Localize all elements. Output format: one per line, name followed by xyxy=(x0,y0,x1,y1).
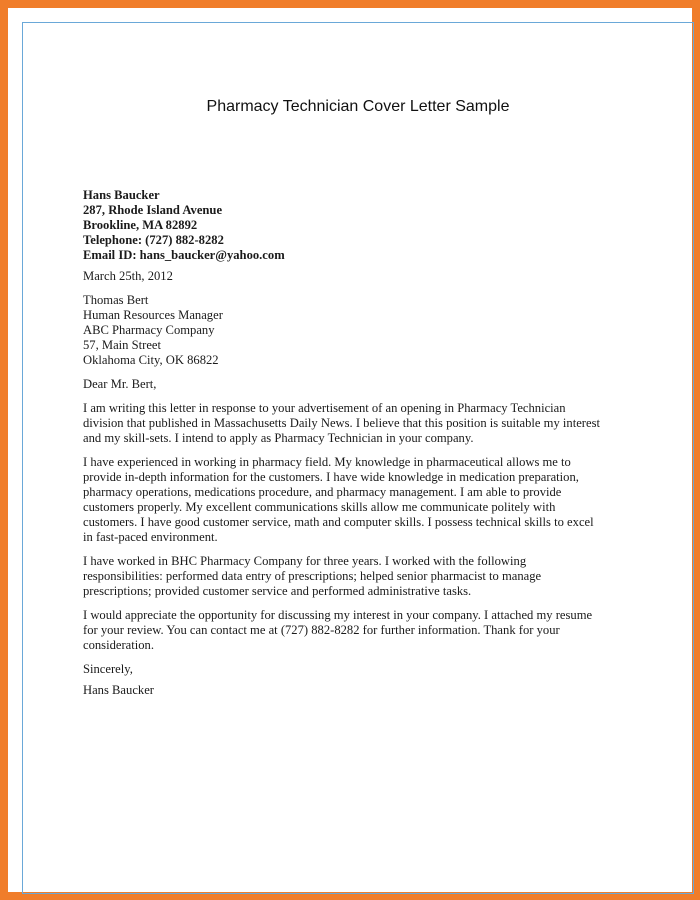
sender-email: Email ID: hans_baucker@yahoo.com xyxy=(83,248,285,262)
recipient-title: Human Resources Manager xyxy=(83,308,223,322)
paragraph-line: responsibilities: performed data entry of prescriptions; helped senior pharmacist to manage xyxy=(83,569,542,583)
paragraph-line: I have experienced in working in pharmacy field. My knowledge in pharmaceutical allows me to xyxy=(83,455,571,469)
recipient-name: Thomas Bert xyxy=(83,293,149,307)
paragraph-line: for your review. You can contact me at (727) 882-8282 for further information. Thank for your xyxy=(83,623,560,637)
recipient-company: ABC Pharmacy Company xyxy=(83,323,215,337)
paragraph-line: I have worked in BHC Pharmacy Company for three years. I worked with the following xyxy=(83,554,527,568)
paragraph-3 xyxy=(83,554,643,599)
sender-name: Hans Baucker xyxy=(83,188,160,202)
paragraph-line: customers properly. My excellent communications skills allow me communicate politely with xyxy=(83,500,556,514)
recipient-city: Oklahoma City, OK 86822 xyxy=(83,353,219,367)
sender-block xyxy=(83,188,643,263)
paragraph-line: I would appreciate the opportunity for discussing my interest in your company. I attached my resume xyxy=(83,608,593,622)
paragraph-line: consideration. xyxy=(83,638,154,652)
paragraph-line: customers. I have good customer service, math and computer skills. I possess technical skills to excel xyxy=(83,515,594,529)
letter-date: March 25th, 2012 xyxy=(83,269,173,283)
sender-street: 287, Rhode Island Avenue xyxy=(83,203,223,217)
recipient-block xyxy=(83,293,643,368)
sender-telephone: Telephone: (727) 882-8282 xyxy=(83,233,224,247)
recipient-street: 57, Main Street xyxy=(83,338,161,352)
paragraph-2 xyxy=(83,455,643,545)
paragraph-line: I am writing this letter in response to your advertisement of an opening in Pharmacy Technician xyxy=(83,401,566,415)
paragraph-line: in fast-paced environment. xyxy=(83,530,218,544)
closing: Sincerely, xyxy=(83,662,133,676)
paragraph-line: prescriptions; provided customer service and performed administrative tasks. xyxy=(83,584,472,598)
paragraph-line: provide in-depth information for the customers. I have wide knowledge in medication preparation, xyxy=(83,470,579,484)
sender-city: Brookline, MA 82892 xyxy=(83,218,198,232)
paragraph-line: pharmacy operations, medications procedure, and pharmacy management. I am able to provide xyxy=(83,485,562,499)
paragraph-line: and my skill-sets. I intend to apply as Pharmacy Technician in your company. xyxy=(83,431,474,445)
paragraph-4 xyxy=(83,608,643,653)
document-title: Pharmacy Technician Cover Letter Sample xyxy=(206,98,510,115)
paragraph-1 xyxy=(83,401,643,446)
paragraph-line: division that published in Massachusetts Daily News. I believe that this position is suitable my interest xyxy=(83,416,600,430)
salutation: Dear Mr. Bert, xyxy=(83,377,157,391)
letter-body xyxy=(83,188,643,698)
signature-name: Hans Baucker xyxy=(83,683,154,697)
